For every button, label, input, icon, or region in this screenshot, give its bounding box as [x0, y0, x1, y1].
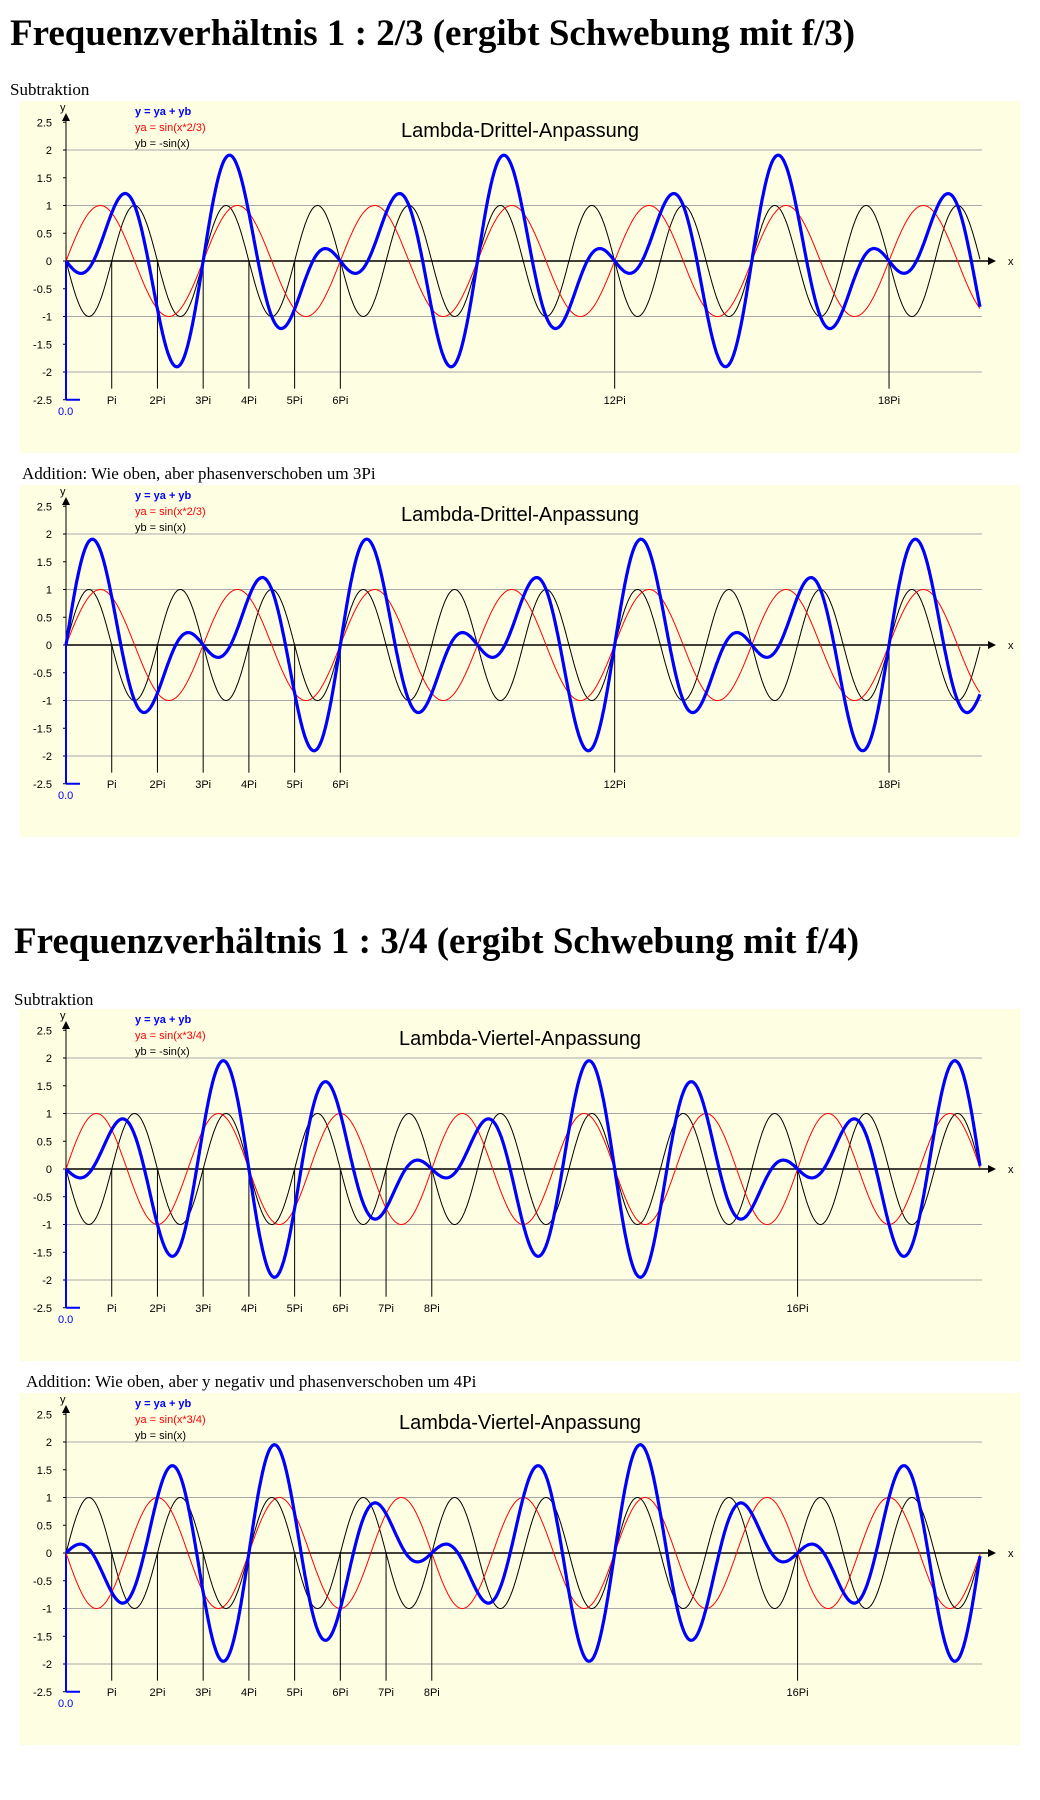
- chart-panel: [20, 1009, 1020, 1361]
- y-tick-label: 1: [45, 200, 52, 213]
- x-tick-label: 4Pi: [240, 1686, 257, 1699]
- y-tick-label: -1: [42, 1219, 52, 1232]
- chart-panel: [20, 101, 1020, 453]
- y-tick-label: 0: [45, 256, 52, 268]
- x-axis-label: x: [1008, 1548, 1014, 1560]
- x-axis-label: x: [1008, 256, 1014, 268]
- section-heading-2: Frequenzverhältnis 1 : 3/4 (ergibt Schwebung mit f/4): [14, 921, 860, 962]
- x-tick-label: 3Pi: [195, 394, 212, 407]
- y-tick-label: 2: [45, 1053, 52, 1065]
- chart-caption: Subtraktion: [14, 990, 94, 1009]
- origin-label: 0.0: [58, 1313, 74, 1326]
- y-axis-label: y: [60, 1010, 66, 1022]
- x-tick-label: 18Pi: [878, 394, 901, 407]
- y-tick-label: 0.5: [36, 228, 52, 241]
- x-tick-label: 18Pi: [878, 778, 901, 791]
- y-tick-label: -2: [42, 751, 52, 763]
- x-tick-label: 6Pi: [332, 1686, 349, 1699]
- y-tick-label: 2: [45, 1437, 52, 1449]
- x-tick-label: 2Pi: [149, 394, 166, 407]
- x-tick-label: 6Pi: [332, 1302, 349, 1315]
- chart-background: [20, 1009, 1020, 1361]
- y-tick-label: 0: [45, 1164, 52, 1176]
- y-tick-label: -0.5: [33, 1575, 52, 1588]
- x-tick-label: 5Pi: [286, 778, 303, 791]
- x-axis-label: x: [1008, 1164, 1014, 1176]
- y-tick-label: 0: [45, 1548, 52, 1560]
- legend-ya: ya = sin(x*3/4): [135, 1030, 206, 1042]
- x-tick-label: 8Pi: [423, 1686, 440, 1699]
- chart-svg: [20, 101, 1020, 453]
- x-tick-label: 12Pi: [603, 394, 626, 407]
- y-tick-label: 0.5: [36, 1136, 52, 1149]
- x-tick-label: 7Pi: [378, 1302, 395, 1315]
- x-tick-label: Pi: [106, 1302, 117, 1315]
- x-tick-label: Pi: [106, 394, 117, 407]
- legend-sum: y = ya + yb: [135, 1398, 192, 1410]
- chart-svg: [20, 1009, 1020, 1361]
- y-tick-label: -1.5: [33, 1631, 52, 1644]
- chart-title: Lambda-Drittel-Anpassung: [401, 120, 639, 142]
- origin-label: 0.0: [58, 1697, 74, 1710]
- x-tick-label: 5Pi: [286, 1302, 303, 1315]
- y-axis-label: y: [60, 102, 66, 114]
- y-tick-label: -2: [42, 1659, 52, 1671]
- x-tick-label: 3Pi: [195, 778, 212, 791]
- chart-caption: Subtraktion: [10, 80, 90, 99]
- y-tick-label: -0.5: [33, 283, 52, 296]
- x-tick-label: 7Pi: [378, 1686, 395, 1699]
- y-tick-label: -1.5: [33, 723, 52, 736]
- chart-background: [20, 1393, 1020, 1745]
- x-tick-label: 6Pi: [332, 778, 349, 791]
- x-tick-label: 5Pi: [286, 1686, 303, 1699]
- x-tick-label: 2Pi: [149, 778, 166, 791]
- y-tick-label: -2: [42, 1275, 52, 1287]
- y-tick-label: 1: [45, 584, 52, 597]
- chart-background: [20, 101, 1020, 453]
- y-tick-label: -1: [42, 311, 52, 324]
- y-tick-label: -2: [42, 367, 52, 379]
- y-tick-label: 2.5: [36, 501, 52, 514]
- legend-yb: yb = -sin(x): [135, 138, 190, 150]
- section-heading-1: Frequenzverhältnis 1 : 2/3 (ergibt Schwebung mit f/3): [10, 13, 856, 54]
- legend-ya: ya = sin(x*2/3): [135, 506, 206, 518]
- legend-sum: y = ya + yb: [135, 106, 192, 118]
- y-tick-label: -1.5: [33, 339, 52, 352]
- y-tick-label: 0.5: [36, 612, 52, 625]
- x-axis-label: x: [1008, 640, 1014, 652]
- legend-yb: yb = -sin(x): [135, 1046, 190, 1058]
- y-tick-label: 2: [45, 145, 52, 157]
- y-tick-label: -1.5: [33, 1247, 52, 1260]
- origin-label: 0.0: [58, 405, 74, 418]
- chart-caption: Addition: Wie oben, aber y negativ und phasenverschoben um 4Pi: [26, 1372, 477, 1391]
- y-tick-label: 0.5: [36, 1520, 52, 1533]
- x-tick-label: Pi: [106, 1686, 117, 1699]
- x-tick-label: 16Pi: [786, 1686, 809, 1699]
- legend-ya: ya = sin(x*3/4): [135, 1414, 206, 1426]
- legend-ya: ya = sin(x*2/3): [135, 122, 206, 134]
- x-tick-label: 12Pi: [603, 778, 626, 791]
- chart-title: Lambda-Viertel-Anpassung: [398, 1028, 642, 1050]
- y-tick-label: 1: [45, 1492, 52, 1505]
- y-tick-label: -0.5: [33, 1191, 52, 1204]
- origin-label: 0.0: [58, 789, 74, 802]
- y-axis-label: y: [60, 1394, 66, 1406]
- y-tick-label: 2.5: [36, 117, 52, 130]
- y-tick-label: -2.5: [33, 778, 52, 791]
- y-tick-label: -0.5: [33, 667, 52, 680]
- y-tick-label: 2: [45, 529, 52, 541]
- y-tick-label: 1.5: [36, 1464, 52, 1477]
- y-tick-label: -1: [42, 1603, 52, 1616]
- chart-svg: [20, 1393, 1020, 1745]
- chart-panel: [20, 485, 1020, 837]
- chart-panel: [20, 1393, 1020, 1745]
- y-tick-label: -2.5: [33, 1302, 52, 1315]
- legend-yb: yb = sin(x): [135, 1430, 187, 1442]
- chart-title: Lambda-Drittel-Anpassung: [401, 504, 639, 526]
- x-tick-label: 16Pi: [786, 1302, 809, 1315]
- x-tick-label: 6Pi: [332, 394, 349, 407]
- y-tick-label: 1.5: [36, 556, 52, 569]
- legend-sum: y = ya + yb: [135, 1014, 192, 1026]
- x-tick-label: Pi: [106, 778, 117, 791]
- chart-title: Lambda-Viertel-Anpassung: [398, 1412, 642, 1434]
- y-tick-label: 2.5: [36, 1025, 52, 1038]
- y-tick-label: -2.5: [33, 1686, 52, 1699]
- x-tick-label: 4Pi: [240, 778, 257, 791]
- y-tick-label: 1.5: [36, 172, 52, 185]
- x-tick-label: 2Pi: [149, 1686, 166, 1699]
- chart-caption: Addition: Wie oben, aber phasenverschoben um 3Pi: [22, 464, 376, 483]
- y-axis-label: y: [60, 486, 66, 498]
- y-tick-label: 0: [45, 640, 52, 652]
- x-tick-label: 3Pi: [195, 1686, 212, 1699]
- x-tick-label: 4Pi: [240, 394, 257, 407]
- chart-svg: [20, 485, 1020, 837]
- y-tick-label: -2.5: [33, 394, 52, 407]
- y-tick-label: 2.5: [36, 1409, 52, 1422]
- x-tick-label: 4Pi: [240, 1302, 257, 1315]
- y-tick-label: 1.5: [36, 1080, 52, 1093]
- x-tick-label: 3Pi: [195, 1302, 212, 1315]
- x-tick-label: 8Pi: [423, 1302, 440, 1315]
- x-tick-label: 5Pi: [286, 394, 303, 407]
- y-tick-label: 1: [45, 1108, 52, 1121]
- y-tick-label: -1: [42, 695, 52, 708]
- x-tick-label: 2Pi: [149, 1302, 166, 1315]
- legend-yb: yb = sin(x): [135, 522, 187, 534]
- legend-sum: y = ya + yb: [135, 490, 192, 502]
